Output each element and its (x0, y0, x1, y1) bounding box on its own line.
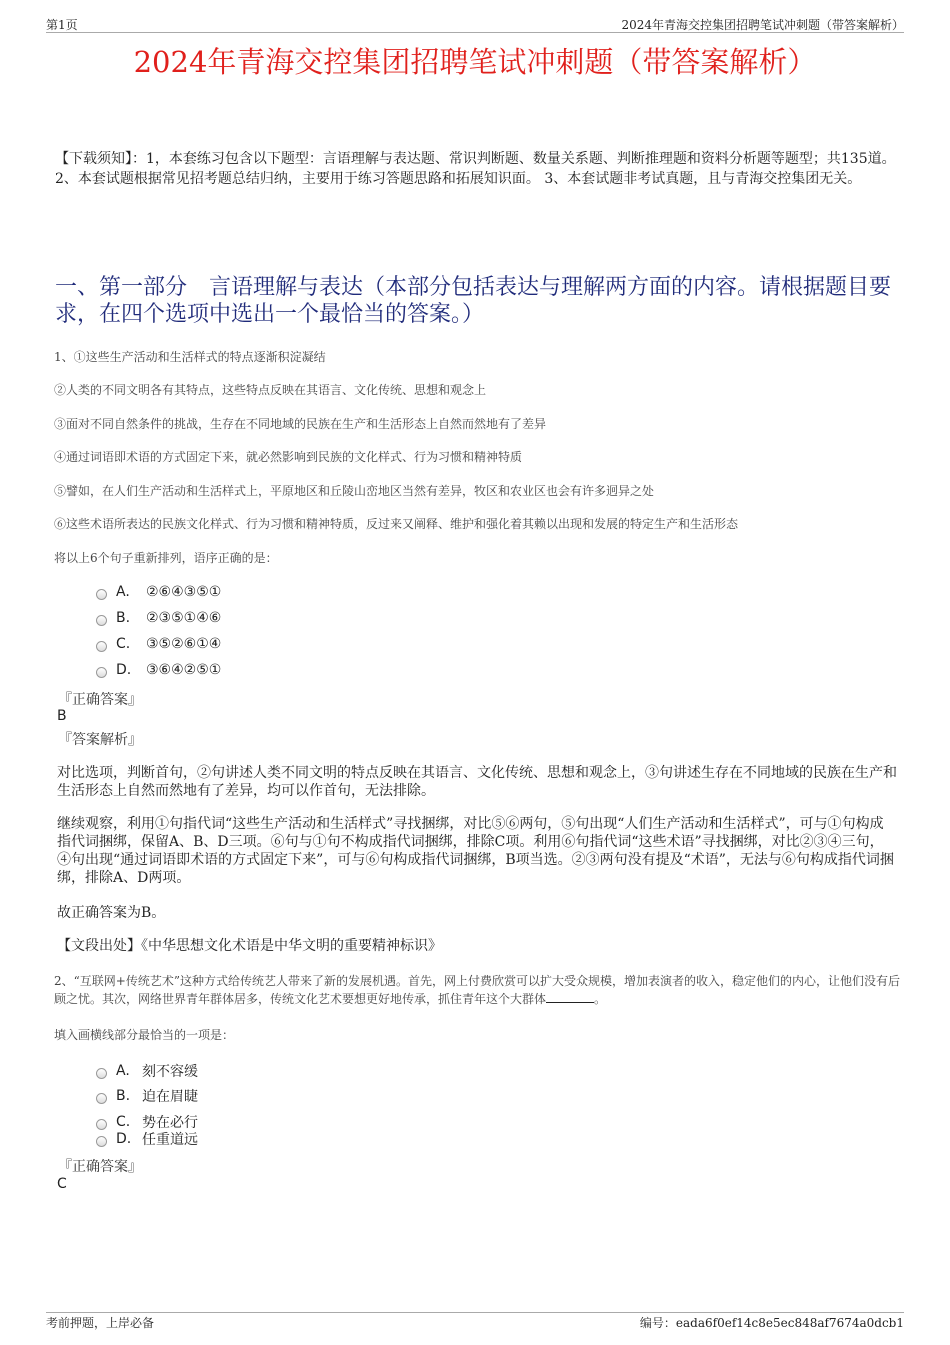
option-text: ②⑥④③⑤① (146, 584, 222, 600)
correct-answer: C (57, 1176, 67, 1192)
option-text: 刻不容缓 (142, 1064, 198, 1080)
radio-button[interactable] (96, 667, 107, 678)
option-letter: A. (116, 584, 130, 600)
q2-stem-end: 。 (594, 992, 607, 1006)
download-notice: 【下载须知】：1，本套练习包含以下题型：言语理解与表达题、常识判断题、数量关系题、判断推理题和资料分析题等题型；共135道。2、本套试题根据常见招考题总结归纳，主要用于练习答题思路和拓展知识面。 3、本套试题非考试真题，且与青海交控集团无关。 (55, 151, 896, 187)
option-text: ③⑤②⑥①④ (146, 636, 222, 652)
option-text: 势在必行 (142, 1115, 198, 1131)
radio-button[interactable] (96, 1068, 107, 1079)
analysis-paragraph: 继续观察，利用①句指代词“这些生产活动和生活样式”寻找捆绑，对比⑤⑥两句，⑤句出现“人们生产活动和生活样式”，可与①句构成指代词捆绑，保留A、B、D三项。⑥句与①句不构成指代词捆绑，排除C项。利用⑥句指代词“这些术语”寻找捆绑，对比②③④三句，④句出现“通过词语即术语的方式固定下来”，可与⑥句构成指代词捆绑，B项当选。②③两句没有提及“术语”，无法与⑥句构成指代词捆绑，排除A、D两项。 (57, 816, 894, 886)
header-divider (46, 32, 904, 33)
option-letter: C. (116, 1114, 131, 1130)
option-letter: D. (116, 662, 132, 678)
q1-option-d[interactable] (96, 662, 221, 678)
q1-line: ⑤譬如，在人们生产活动和生活样式上，平原地区和丘陵山峦地区当然有差异，牧区和农业区也会有许多迥异之处 (54, 484, 655, 498)
analysis-paragraph: 对比选项，判断首句，②句讲述人类不同文明的特点反映在其语言、文化传统、思想和观念上，③句讲述生存在不同地域的民族在生产和生活形态上自然而然地有了差异，均可以作首句，无法排除。 (57, 765, 897, 799)
option-letter: B. (116, 1088, 131, 1104)
q1-line: ⑥这些术语所表达的民族文化样式、行为习惯和精神特质，反过来又阐释、维护和强化着其赖以出现和发展的特定生产和生活形态 (54, 517, 739, 531)
passage-source: 【文段出处】《中华思想文化术语是中华文明的重要精神标识》 (57, 938, 442, 954)
q1-line: 1、①这些生产活动和生活样式的特点逐渐积淀凝结 (54, 350, 326, 364)
radio-button[interactable] (96, 1093, 107, 1104)
q1-option-c[interactable] (96, 636, 221, 652)
correct-answer: B (57, 708, 67, 724)
radio-button[interactable] (96, 641, 107, 652)
document-title: 2024年青海交控集团招聘笔试冲刺题（带答案解析） (133, 45, 817, 79)
option-text: ③⑥④②⑤① (146, 662, 222, 678)
q2-option-d[interactable] (96, 1129, 198, 1149)
option-text: 迫在眉睫 (142, 1089, 198, 1105)
q1-line: ②人类的不同文明各有其特点，这些特点反映在其语言、文化传统、思想和观念上 (54, 383, 487, 397)
fill-blank (546, 1002, 594, 1003)
radio-button[interactable] (96, 1136, 107, 1147)
q2-option-b[interactable] (96, 1086, 198, 1106)
q1-line: ④通过词语即术语的方式固定下来，就必然影响到民族的文化样式、行为习惯和精神特质 (54, 450, 523, 464)
radio-button[interactable] (96, 1119, 107, 1130)
q2-stem-text: 2、“互联网+传统艺术”这种方式给传统艺人带来了新的发展机遇。首先，网上付费欣赏可以扩大受众规模，增加表演者的收入，稳定他们的内心，让他们没有后顾之忧。其次，网络世界青年群体居多，传统文化艺术要想更好地传承，抓住青年这个大群体 (54, 974, 900, 1006)
q2-option-a[interactable] (96, 1061, 198, 1081)
section-heading: 一、第一部分 言语理解与表达（本部分包括表达与理解两方面的内容。请根据题目要求，在四个选项中选出一个最恰当的答案。） (55, 275, 892, 327)
document-id: 编号：eada6f0ef14c8e5ec848af7674a0dcb1 (639, 1316, 904, 1330)
q1-option-a[interactable] (96, 584, 221, 600)
option-text: ②③⑤①④⑥ (146, 610, 222, 626)
radio-button[interactable] (96, 615, 107, 626)
analysis-label: 『答案解析』 (58, 732, 142, 748)
footer-slogan: 考前押题，上岸必备 (46, 1316, 155, 1330)
analysis-conclusion: 故正确答案为B。 (57, 905, 166, 921)
page-number: 第1页 (46, 18, 78, 32)
option-text: 任重道远 (142, 1132, 198, 1148)
q2-prompt: 填入画横线部分最恰当的一项是： (54, 1028, 235, 1042)
option-letter: A. (116, 1063, 130, 1079)
q2-stem (54, 972, 904, 1008)
option-letter: C. (116, 636, 131, 652)
correct-answer-label: 『正确答案』 (58, 692, 142, 708)
correct-answer-label: 『正确答案』 (58, 1159, 142, 1175)
q1-prompt: 将以上6个句子重新排列，语序正确的是： (54, 551, 278, 565)
q1-option-b[interactable] (96, 610, 221, 626)
q1-line: ③面对不同自然条件的挑战，生存在不同地域的民族在生产和生活形态上自然而然地有了差异 (54, 417, 547, 431)
option-letter: B. (116, 610, 131, 626)
running-header-title: 2024年青海交控集团招聘笔试冲刺题（带答案解析） (621, 18, 904, 32)
radio-button[interactable] (96, 589, 107, 600)
option-letter: D. (116, 1131, 132, 1147)
footer-divider (46, 1312, 904, 1313)
